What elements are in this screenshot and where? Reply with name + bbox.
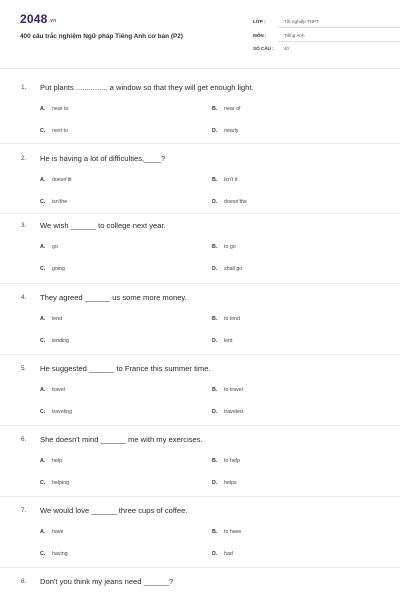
question-stem: They agreed ______ us some more money. bbox=[40, 293, 187, 302]
option-letter: A. bbox=[40, 316, 46, 322]
option-c[interactable] bbox=[40, 128, 68, 134]
option-letter: C. bbox=[40, 551, 46, 557]
option-text: travel bbox=[52, 387, 65, 393]
option-letter: C. bbox=[40, 266, 46, 272]
logo-suffix: .vn bbox=[48, 18, 57, 24]
option-a[interactable] bbox=[40, 316, 62, 322]
header-divider bbox=[0, 68, 400, 69]
option-letter: D. bbox=[212, 551, 218, 557]
option-a[interactable] bbox=[40, 529, 64, 535]
option-a[interactable] bbox=[40, 106, 69, 112]
question-stem: Don't you think my jeans need ______? bbox=[40, 577, 174, 586]
option-d[interactable] bbox=[212, 409, 243, 415]
question-number: 7. bbox=[21, 507, 27, 514]
question-stem: Put plants ............... a window so that they will get enough light. bbox=[40, 83, 254, 92]
option-letter: D. bbox=[212, 266, 218, 272]
option-d[interactable] bbox=[212, 128, 238, 134]
option-letter: D. bbox=[212, 338, 218, 344]
option-c[interactable] bbox=[40, 199, 67, 205]
option-text: having bbox=[52, 551, 68, 557]
question-stem: She doesn't mind ______ me with my exercises. bbox=[40, 435, 203, 444]
question-number: 5. bbox=[21, 365, 27, 372]
option-text: traveled bbox=[224, 409, 243, 415]
question-divider bbox=[0, 567, 400, 568]
option-text: had bbox=[224, 551, 233, 557]
logo-main: 2048 bbox=[20, 12, 48, 26]
question-divider bbox=[0, 496, 400, 497]
option-text: lending bbox=[52, 338, 70, 344]
question-stem: He suggested ______ to France this summer time. bbox=[40, 364, 211, 373]
option-letter: B. bbox=[212, 529, 218, 535]
option-text: lend bbox=[52, 316, 63, 322]
question-number: 2. bbox=[21, 155, 27, 162]
option-b[interactable] bbox=[212, 106, 241, 112]
meta-divider bbox=[277, 41, 400, 42]
option-b[interactable] bbox=[212, 244, 236, 250]
option-a[interactable] bbox=[40, 177, 72, 183]
site-logo[interactable] bbox=[20, 12, 56, 26]
meta-count-label: SỐ CÂU : bbox=[253, 46, 274, 51]
option-text: traveling bbox=[52, 409, 73, 415]
option-letter: B. bbox=[212, 244, 218, 250]
option-text: helps bbox=[224, 480, 237, 486]
option-b[interactable] bbox=[212, 316, 240, 322]
option-letter: B. bbox=[212, 106, 218, 112]
question-stem: We wish ______ to college next year. bbox=[40, 221, 166, 230]
option-letter: C. bbox=[40, 128, 46, 134]
option-c[interactable] bbox=[40, 551, 68, 557]
question-number: 3. bbox=[21, 222, 27, 229]
option-text: have bbox=[52, 529, 64, 535]
option-text: nearly bbox=[224, 128, 239, 134]
question-divider bbox=[0, 425, 400, 426]
option-text: shall go bbox=[224, 266, 243, 272]
option-b[interactable] bbox=[212, 529, 241, 535]
option-letter: B. bbox=[212, 177, 218, 183]
option-d[interactable] bbox=[212, 266, 242, 272]
option-d[interactable] bbox=[212, 480, 237, 486]
option-letter: A. bbox=[40, 177, 46, 183]
meta-count-value: 40 bbox=[284, 46, 290, 51]
option-text: to travel bbox=[224, 387, 243, 393]
option-b[interactable] bbox=[212, 458, 240, 464]
meta-divider bbox=[277, 27, 400, 28]
meta-subject-value: Tiếng Anh bbox=[284, 33, 305, 38]
option-a[interactable] bbox=[40, 387, 65, 393]
option-letter: C. bbox=[40, 409, 46, 415]
option-letter: A. bbox=[40, 106, 46, 112]
option-b[interactable] bbox=[212, 177, 237, 183]
option-text: next to bbox=[52, 128, 68, 134]
option-c[interactable] bbox=[40, 338, 69, 344]
meta-class-label: LỚP : bbox=[253, 19, 266, 24]
meta-class-value: Tốt nghiệp THPT bbox=[284, 19, 319, 24]
option-letter: D. bbox=[212, 480, 218, 486]
option-letter: D. bbox=[212, 199, 218, 205]
question-number: 4. bbox=[21, 294, 27, 301]
option-text: lent bbox=[224, 338, 233, 344]
question-divider bbox=[0, 354, 400, 355]
question-divider bbox=[0, 283, 400, 284]
option-letter: A. bbox=[40, 244, 46, 250]
option-c[interactable] bbox=[40, 480, 69, 486]
question-number: 6. bbox=[21, 436, 27, 443]
document-header bbox=[0, 0, 400, 70]
option-text: go bbox=[52, 244, 58, 250]
option-text: to go bbox=[224, 244, 236, 250]
option-text: near to bbox=[52, 106, 69, 112]
option-d[interactable] bbox=[212, 551, 233, 557]
meta-subject-label: MÔN : bbox=[253, 33, 267, 38]
question-divider bbox=[0, 143, 400, 144]
option-text: doesn'the bbox=[224, 199, 247, 205]
option-letter: B. bbox=[212, 458, 218, 464]
option-text: isn't it bbox=[224, 177, 238, 183]
option-d[interactable] bbox=[212, 338, 233, 344]
option-a[interactable] bbox=[40, 244, 58, 250]
option-text: help bbox=[52, 458, 63, 464]
option-letter: C. bbox=[40, 199, 46, 205]
option-text: isn'the bbox=[52, 199, 68, 205]
option-letter: B. bbox=[212, 387, 218, 393]
option-letter: A. bbox=[40, 529, 46, 535]
option-text: to have bbox=[224, 529, 242, 535]
option-text: near of bbox=[224, 106, 241, 112]
question-number: 8. bbox=[21, 578, 27, 585]
option-letter: B. bbox=[212, 316, 218, 322]
option-text: to lend bbox=[224, 316, 240, 322]
option-a[interactable] bbox=[40, 458, 62, 464]
option-letter: A. bbox=[40, 458, 46, 464]
option-letter: C. bbox=[40, 480, 46, 486]
option-text: to help bbox=[224, 458, 240, 464]
document-title: 400 câu trắc nghiệm Ngữ pháp Tiếng Anh cơ bản (P2) bbox=[20, 33, 183, 40]
question-stem: He is having a lot of difficulties,____? bbox=[40, 154, 166, 163]
option-letter: D. bbox=[212, 128, 218, 134]
question-stem: We would love ______ three cups of coffee. bbox=[40, 506, 188, 515]
option-c[interactable] bbox=[40, 266, 65, 272]
option-b[interactable] bbox=[212, 387, 243, 393]
option-text: helping bbox=[52, 480, 70, 486]
question-number: 1. bbox=[21, 84, 27, 91]
option-letter: A. bbox=[40, 387, 46, 393]
option-c[interactable] bbox=[40, 409, 72, 415]
option-d[interactable] bbox=[212, 199, 247, 205]
question-divider bbox=[0, 213, 400, 214]
option-text: going bbox=[52, 266, 65, 272]
option-letter: C. bbox=[40, 338, 46, 344]
option-text: doesn'tit bbox=[52, 177, 72, 183]
option-letter: D. bbox=[212, 409, 218, 415]
